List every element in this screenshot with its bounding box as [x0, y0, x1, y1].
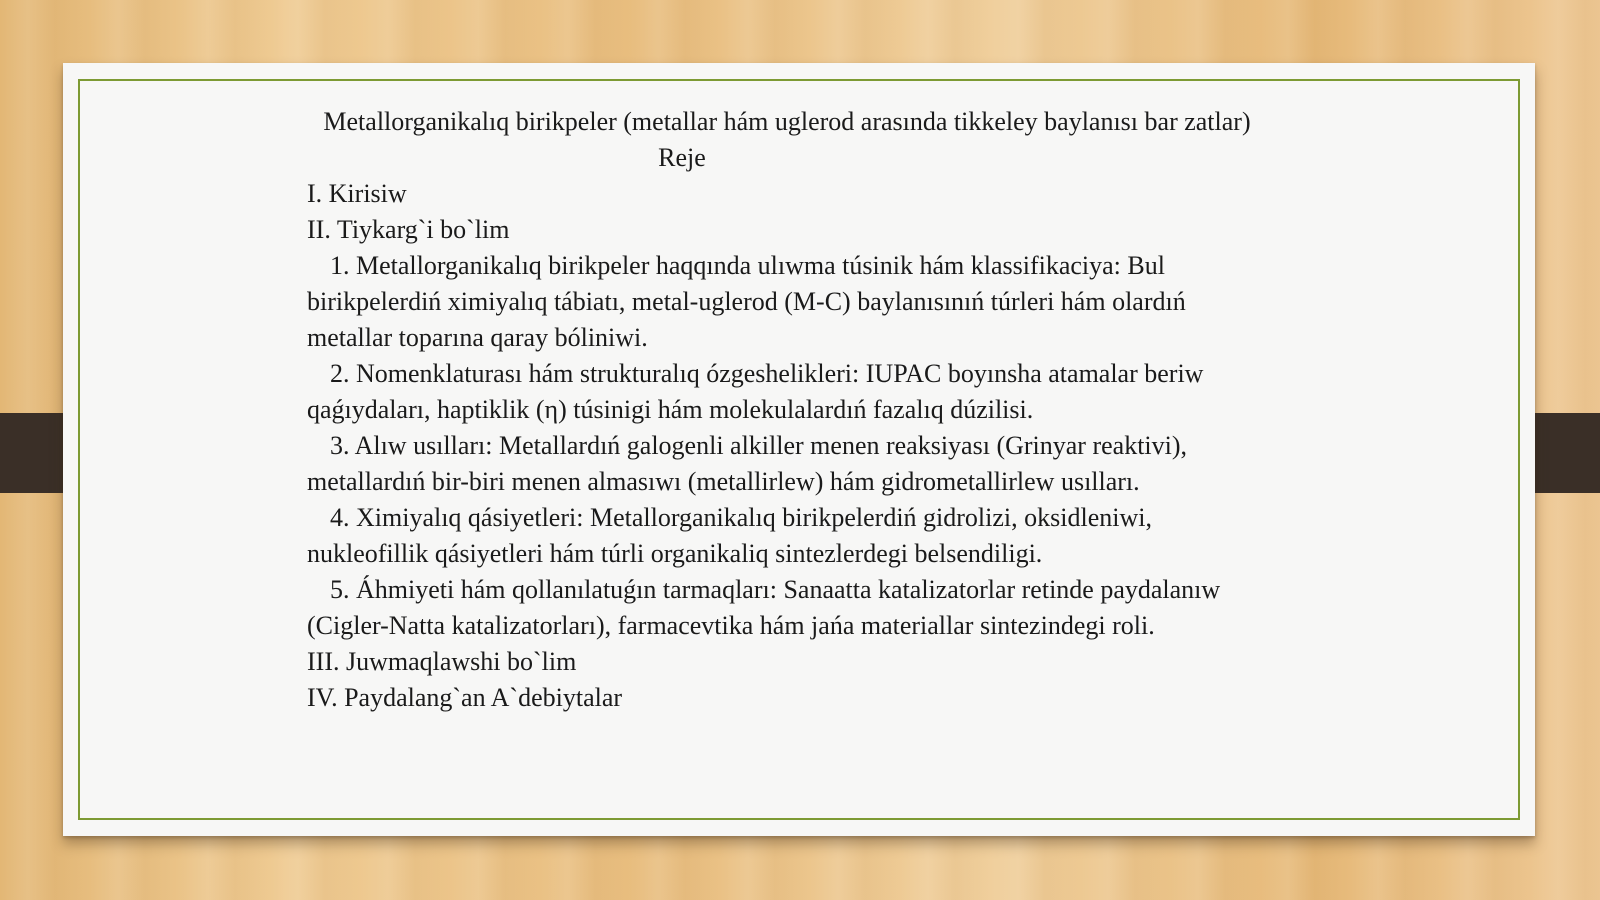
section-main-part: II. Tiykarg`i bo`lim — [307, 215, 510, 244]
section-conclusion: III. Juwmaqlawshi bo`lim — [307, 647, 577, 676]
list-item: 1. Metallorganikalıq birikpeler haqqında ulıwma túsinik hám klassifikaciya: Bul birikpelerdiń ximiyalıq tábiatı, metal-uglerod (M-C) baylanısınıń túrleri hám olardıń metallar toparına qaray bóliniwi. — [307, 251, 1186, 352]
list-item: 5. Áhmiyeti hám qollanılatuǵın tarmaqları: Sanaatta katalizatorlar retinde paydalanıw (Cigler-Natta katalizatorları), farmacevtika hám jańa materiallar sintezindegi roli. — [307, 575, 1221, 640]
list-item: 2. Nomenklaturası hám strukturalıq ózgeshelikleri: IUPAC boyınsha atamalar beriw qaǵıydaları, haptiklik (η) túsinigi hám molekulalardıń fazalıq dúzilisi. — [307, 359, 1204, 424]
slide-title: Metallorganikalıq birikpeler (metallar hám uglerod arasında tikkeley baylanısı bar zatlar) — [323, 107, 1251, 136]
slide-subtitle: Reje — [658, 143, 706, 172]
slide-content — [307, 104, 1267, 716]
list-item: 3. Alıw usılları: Metallardıń galogenli alkiller menen reaksiyası (Grinyar reaktivi), metallardıń bir-biri menen almasıwı (metallirlew) hám gidrometallirlew usılları. — [307, 431, 1188, 496]
section-references: IV. Paydalang`an A`debiytalar — [307, 683, 623, 712]
list-item: 4. Ximiyalıq qásiyetleri: Metallorganikalıq birikpelerdiń gidrolizi, oksidleniwi, nukleofillik qásiyetleri hám túrli organikaliq sintezlerdegi belsendiligi. — [307, 503, 1152, 568]
section-introduction: I. Kirisiw — [307, 179, 407, 208]
